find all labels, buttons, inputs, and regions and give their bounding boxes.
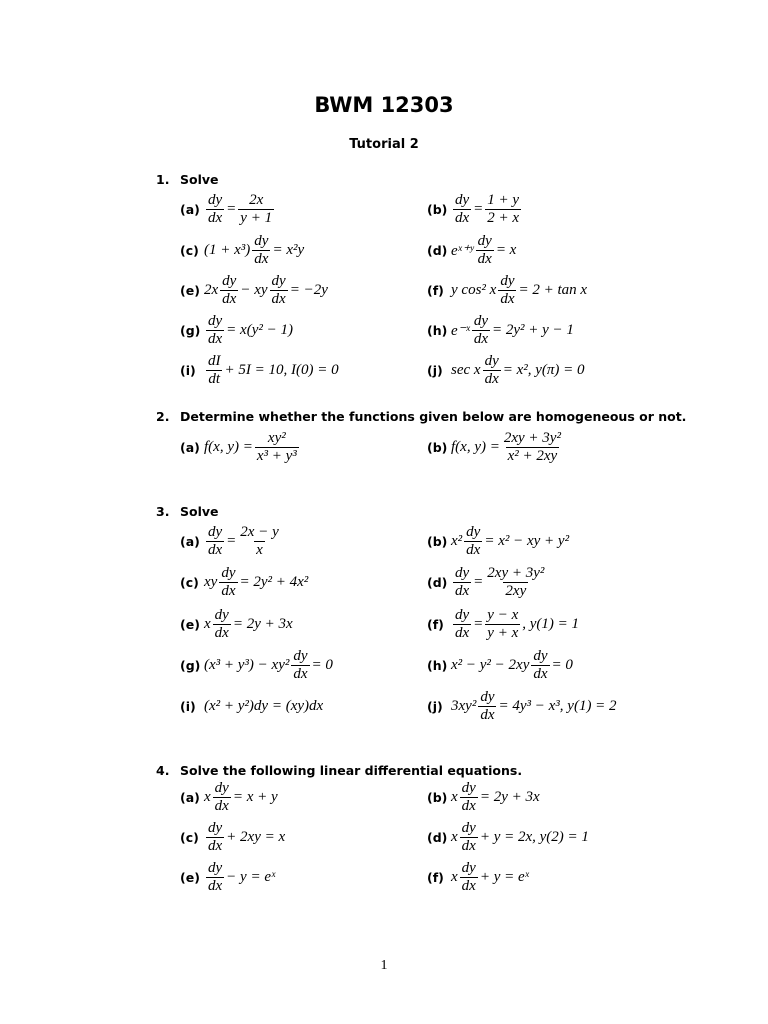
fraction: [206, 192, 224, 227]
numerator: dy: [455, 607, 470, 623]
question-3-heading: [156, 504, 219, 519]
fraction: [478, 689, 496, 724]
question-prompt: Solve: [180, 504, 219, 519]
item-label: (g): [180, 323, 201, 338]
question-number: 1.: [156, 172, 170, 187]
numerator: dy: [461, 860, 476, 876]
q3-item-h: [427, 648, 573, 683]
fraction: [460, 780, 478, 815]
denominator: dx: [293, 666, 308, 682]
numerator: dy: [480, 689, 495, 705]
item-label: (d): [427, 243, 448, 258]
equation: [451, 780, 540, 815]
fraction: [206, 313, 224, 348]
numerator: dy: [461, 820, 476, 836]
q3-item-i: [180, 698, 323, 715]
denominator: y + x: [487, 625, 519, 641]
denominator: 2xy: [505, 583, 527, 599]
equation-text: x²: [451, 533, 463, 549]
item-label: (j): [427, 363, 443, 378]
equation-text: =: [473, 201, 484, 217]
numerator: 2xy + 3y²: [487, 565, 545, 581]
equation: [451, 524, 569, 559]
question-4-heading: [156, 763, 522, 778]
equation-text: x: [451, 789, 458, 805]
q4-item-a: [180, 780, 278, 815]
fraction: [270, 273, 288, 308]
numerator: dy: [254, 233, 269, 249]
item-label: (f): [427, 283, 444, 298]
fraction: [238, 524, 280, 559]
equation: [451, 607, 579, 642]
denominator: x: [256, 542, 263, 558]
equation: [204, 273, 328, 308]
denominator: dx: [208, 331, 223, 347]
equation-text: = x + y: [232, 789, 278, 805]
denominator: dx: [208, 878, 223, 894]
item-label: (f): [427, 870, 444, 885]
equation-text: 3xy²: [451, 698, 477, 714]
denominator: dx: [461, 798, 476, 814]
equation-text: xy: [204, 574, 218, 590]
equation-text: e⁻ˣ: [451, 323, 470, 339]
denominator: dx: [500, 291, 515, 307]
equation-text: = x², y(π) = 0: [502, 362, 585, 378]
equation-text: = 2y + 3x: [232, 616, 293, 632]
numerator: y − x: [487, 607, 519, 623]
denominator: dx: [461, 838, 476, 854]
denominator: dt: [208, 371, 221, 387]
numerator: dy: [293, 648, 308, 664]
numerator: dy: [208, 524, 223, 540]
equation: [204, 524, 283, 559]
question-prompt: Determine whether the functions given below are homogeneous or not.: [180, 409, 687, 424]
item-label: (b): [427, 534, 448, 549]
numerator: dy: [473, 313, 488, 329]
equation-text: + y = eˣ: [479, 869, 529, 885]
equation: [204, 860, 275, 895]
equation: [204, 233, 304, 268]
fraction: [206, 860, 224, 895]
item-label: (e): [180, 870, 200, 885]
item-label: (j): [427, 699, 443, 714]
numerator: dy: [214, 780, 229, 796]
item-label: (h): [427, 323, 448, 338]
numerator: dy: [477, 233, 492, 249]
q4-item-f: [427, 860, 529, 895]
item-label: (e): [180, 617, 200, 632]
equation-text: (x² + y²)dy = (xy)dx: [204, 698, 324, 714]
denominator: dx: [271, 291, 286, 307]
item-label: (b): [427, 790, 448, 805]
fraction: [213, 607, 231, 642]
numerator: dy: [208, 820, 223, 836]
question-number: 2.: [156, 409, 170, 424]
q1-item-c: [180, 233, 304, 268]
equation-text: eˣ⁺ʸ: [451, 243, 474, 259]
denominator: x² + 2xy: [507, 448, 558, 464]
fraction: [255, 430, 299, 465]
equation: [451, 273, 587, 308]
equation-text: − y = eˣ: [226, 869, 276, 885]
fraction: [206, 524, 224, 559]
fraction: [464, 524, 482, 559]
equation-text: =: [473, 616, 484, 632]
numerator: dy: [466, 524, 481, 540]
denominator: dx: [214, 625, 229, 641]
course-code-title: BWM 12303: [314, 93, 454, 117]
q3-item-a: [180, 524, 283, 559]
q1-item-e: [180, 273, 328, 308]
equation: [451, 313, 574, 348]
q3-item-f: [427, 607, 579, 642]
equation: [451, 192, 523, 227]
denominator: dx: [208, 210, 223, 226]
fraction: [498, 273, 516, 308]
equation-text: =: [226, 201, 237, 217]
fraction: [206, 820, 224, 855]
numerator: dI: [208, 353, 221, 369]
equation: [451, 430, 565, 465]
equation-text: sec x: [451, 362, 481, 378]
item-label: (b): [427, 440, 448, 455]
question-number: 4.: [156, 763, 170, 778]
denominator: dx: [455, 625, 470, 641]
equation: [204, 648, 333, 683]
denominator: y + 1: [240, 210, 273, 226]
q1-item-d: [427, 233, 516, 268]
numerator: dy: [484, 353, 499, 369]
denominator: dx: [214, 798, 229, 814]
fraction: [291, 648, 309, 683]
denominator: dx: [208, 838, 223, 854]
equation-text: , y(1) = 1: [522, 616, 580, 632]
equation: [204, 353, 339, 388]
item-label: (a): [180, 534, 200, 549]
equation-text: + y = 2x, y(2) = 1: [479, 829, 589, 845]
equation-text: (1 + x³): [204, 242, 251, 258]
denominator: dx: [484, 371, 499, 387]
q1-item-i: [180, 353, 339, 388]
equation-text: (x³ + y³) − xy²: [204, 657, 290, 673]
equation-text: = 2y² + y − 1: [491, 322, 574, 338]
equation-text: x: [451, 829, 458, 845]
fraction: [485, 607, 520, 642]
numerator: 2x − y: [240, 524, 279, 540]
fraction: [453, 607, 471, 642]
equation-text: = 2y + 3x: [479, 789, 540, 805]
question-2-heading: [156, 409, 686, 424]
equation: [451, 648, 573, 683]
equation-text: f(x, y) =: [204, 439, 253, 455]
item-label: (g): [180, 658, 201, 673]
denominator: 2 + x: [487, 210, 520, 226]
item-label: (d): [427, 575, 448, 590]
equation-text: x: [204, 616, 211, 632]
equation: [451, 820, 589, 855]
question-number: 3.: [156, 504, 170, 519]
equation: [204, 313, 293, 348]
equation-text: =: [226, 533, 237, 549]
item-label: (c): [180, 575, 199, 590]
numerator: dy: [208, 192, 223, 208]
equation-text: f(x, y) =: [451, 439, 500, 455]
q4-item-b: [427, 780, 540, 815]
equation-text: = 2 + tan x: [518, 282, 588, 298]
item-label: (a): [180, 202, 200, 217]
fraction: [219, 565, 237, 600]
equation-text: y cos² x: [451, 282, 497, 298]
numerator: 2x: [249, 192, 264, 208]
equation: [451, 233, 516, 268]
q1-item-f: [427, 273, 587, 308]
numerator: dy: [214, 607, 229, 623]
denominator: dx: [221, 583, 236, 599]
denominator: dx: [455, 583, 470, 599]
equation-text: = x(y² − 1): [226, 322, 293, 338]
q3-item-j: [427, 689, 617, 724]
equation-text: = 2y² + 4x²: [239, 574, 309, 590]
numerator: dy: [455, 565, 470, 581]
fraction: [483, 353, 501, 388]
fraction: [206, 353, 223, 388]
numerator: dy: [533, 648, 548, 664]
q2-item-a: [180, 430, 301, 465]
item-label: (e): [180, 283, 200, 298]
numerator: dy: [461, 780, 476, 796]
item-label: (f): [427, 617, 444, 632]
fraction: [213, 780, 231, 815]
fraction: [460, 820, 478, 855]
equation-text: − xy: [240, 282, 268, 298]
fraction: [472, 313, 490, 348]
fraction: [485, 192, 521, 227]
denominator: dx: [208, 542, 223, 558]
equation-text: = −2y: [289, 282, 328, 298]
equation: [204, 430, 301, 465]
question-prompt: Solve the following linear differential equations.: [180, 763, 523, 778]
fraction: [476, 233, 494, 268]
equation: [451, 353, 585, 388]
q3-item-c: [180, 565, 308, 600]
denominator: dx: [466, 542, 481, 558]
fraction: [460, 860, 478, 895]
numerator: 2xy + 3y²: [503, 430, 561, 446]
numerator: xy²: [267, 430, 286, 446]
fraction: [485, 565, 546, 600]
q1-item-j: [427, 353, 585, 388]
fraction: [252, 233, 270, 268]
denominator: dx: [222, 291, 237, 307]
equation: [204, 820, 285, 855]
equation: [204, 565, 308, 600]
denominator: dx: [480, 707, 495, 723]
equation: [451, 565, 548, 600]
page-number: 1: [380, 958, 388, 973]
equation-text: + 5I = 10, I(0) = 0: [224, 362, 339, 378]
equation: [204, 698, 323, 715]
item-label: (i): [180, 699, 196, 714]
denominator: dx: [254, 251, 269, 267]
q4-item-e: [180, 860, 275, 895]
q3-item-d: [427, 565, 548, 600]
fraction: [453, 565, 471, 600]
equation-text: = 0: [311, 657, 333, 673]
equation: [204, 607, 293, 642]
numerator: dy: [221, 565, 236, 581]
q4-item-d: [427, 820, 589, 855]
q1-item-g: [180, 313, 293, 348]
q1-item-b: [427, 192, 523, 227]
item-label: (c): [180, 243, 199, 258]
q2-item-b: [427, 430, 565, 465]
item-label: (a): [180, 440, 200, 455]
numerator: dy: [222, 273, 237, 289]
equation-text: = x: [495, 242, 517, 258]
equation-text: x: [451, 869, 458, 885]
denominator: dx: [461, 878, 476, 894]
equation: [451, 860, 529, 895]
equation-text: = x²y: [272, 242, 305, 258]
q3-item-e: [180, 607, 293, 642]
equation-text: = 0: [551, 657, 573, 673]
tutorial-subtitle: Tutorial 2: [349, 137, 419, 152]
equation-text: 2x: [204, 282, 219, 298]
item-label: (d): [427, 830, 448, 845]
equation-text: =: [473, 574, 484, 590]
equation-text: x: [204, 789, 211, 805]
question-prompt: Solve: [180, 172, 219, 187]
question-1-heading: [156, 172, 219, 187]
equation-text: = x² − xy + y²: [484, 533, 570, 549]
numerator: dy: [500, 273, 515, 289]
equation-text: = 4y³ − x³, y(1) = 2: [498, 698, 617, 714]
item-label: (c): [180, 830, 199, 845]
item-label: (i): [180, 363, 196, 378]
item-label: (b): [427, 202, 448, 217]
numerator: 1 + y: [487, 192, 520, 208]
numerator: dy: [455, 192, 470, 208]
numerator: dy: [208, 860, 223, 876]
fraction: [220, 273, 238, 308]
q3-item-g: [180, 648, 333, 683]
numerator: dy: [271, 273, 286, 289]
fraction: [238, 192, 274, 227]
q4-item-c: [180, 820, 285, 855]
equation-text: + 2xy = x: [226, 829, 286, 845]
fraction: [453, 192, 471, 227]
fraction: [502, 430, 563, 465]
equation: [451, 689, 617, 724]
item-label: (h): [427, 658, 448, 673]
equation: [204, 192, 276, 227]
denominator: dx: [533, 666, 548, 682]
equation: [204, 780, 278, 815]
denominator: x³ + y³: [256, 448, 297, 464]
fraction: [531, 648, 549, 683]
item-label: (a): [180, 790, 200, 805]
denominator: dx: [455, 210, 470, 226]
q3-item-b: [427, 524, 569, 559]
equation-text: x² − y² − 2xy: [451, 657, 530, 673]
numerator: dy: [208, 313, 223, 329]
q1-item-a: [180, 192, 276, 227]
denominator: dx: [473, 331, 488, 347]
denominator: dx: [477, 251, 492, 267]
q1-item-h: [427, 313, 574, 348]
